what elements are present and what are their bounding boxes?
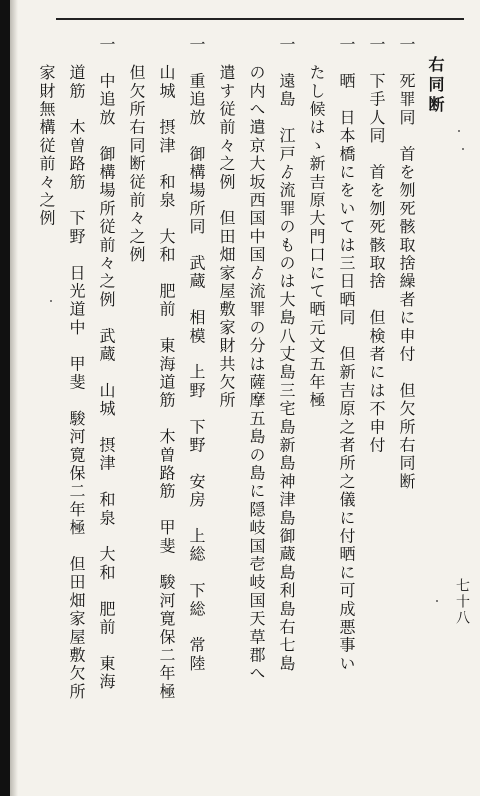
- binding-edge: [0, 0, 10, 796]
- speck: [458, 130, 460, 132]
- text-column-6: の内へ遣京大坂西国中国ゟ流罪の分は薩摩五島の島に隠岐国壱岐国天草郡へ: [247, 64, 266, 683]
- text-column-13: 家財無構従前々之例: [37, 64, 56, 228]
- text-column-12: 道筋 木曽路筋 下野 日光道中 甲斐 駿河寛保二年極 但田畑家屋敷欠所: [67, 64, 86, 701]
- speck: [436, 600, 438, 602]
- text-column-4: たし候はゝ新吉原大門口にて晒元文五年極: [307, 64, 326, 410]
- text-column-7: 遣す従前々之例 但田畑家屋敷家財共欠所: [217, 64, 236, 410]
- text-column-8: 一 重追放 御構場所同 武蔵 相模 上野 下野 安房 上総 下総 常陸: [187, 36, 206, 673]
- text-column-11: 一 中追放 御構場所従前々之例 武蔵 山城 摂津 和泉 大和 肥前 東海: [97, 36, 116, 692]
- speck: [462, 148, 464, 150]
- binding-shadow: [10, 0, 18, 796]
- text-column-1: 一 死罪同 首を刎死骸取捨繰者に申付 但欠所右同断: [397, 36, 416, 491]
- section-heading: 右同断: [426, 56, 445, 116]
- text-column-5: 一 遠島 江戸ゟ流罪のものは大島八丈島三宅島新島神津島御蔵島利島右七島: [277, 36, 296, 673]
- speck: [50, 300, 52, 302]
- top-rule: [56, 18, 464, 20]
- page-number: 七十八: [454, 578, 470, 626]
- text-column-2: 一 下手人同 首を刎死骸取捨 但検者には不申付: [367, 36, 386, 455]
- text-column-9: 山城 摂津 和泉 大和 肥前 東海道筋 木曽路筋 甲斐 駿河寛保二年極: [157, 64, 176, 701]
- text-column-3: 一 晒 日本橋にをいては三日晒同 但新吉原之者所之儀に付晒に可成悪事い: [337, 36, 356, 673]
- text-column-10: 但欠所右同断従前々之例: [127, 64, 146, 265]
